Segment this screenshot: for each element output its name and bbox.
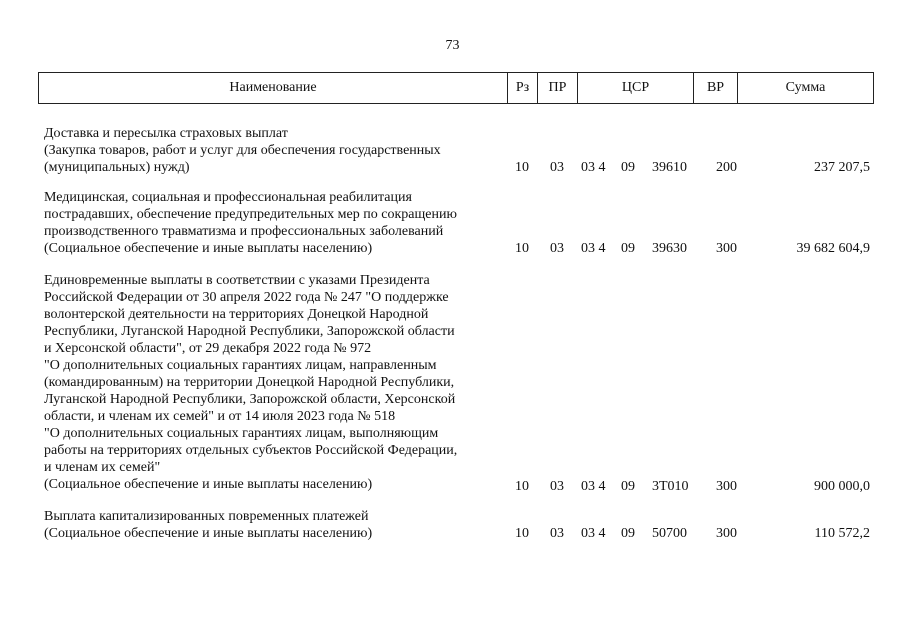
row-vr: 300 [716, 526, 737, 541]
row-rz: 10 [515, 160, 529, 175]
row-pr: 03 [550, 160, 564, 175]
row-csr-part3: 50700 [652, 526, 687, 541]
row-sum: 237 207,5 [814, 160, 870, 175]
row-rz: 10 [515, 526, 529, 541]
row-csr-part2: 09 [621, 160, 635, 175]
row-csr-part1: 03 4 [581, 526, 606, 541]
row-csr-part2: 09 [621, 526, 635, 541]
row-csr-part1: 03 4 [581, 160, 606, 175]
row-sum: 39 682 604,9 [796, 241, 870, 256]
row-rz: 10 [515, 241, 529, 256]
row-name: Единовременные выплаты в соответствии с указами Президента Российской Федерации от 30 апреля 2022 года № 247 "О поддержке волонтерской деятельности на территориях Донецкой Народной Республики, Луганской Народной Республики, Запорожской области и Херсонской области", от 29 декабря 2022 года № 972 "О дополнительных социальных гарантиях лицам, направленным (командированным) на территории Донецкой Народной Республики, Луганской Народной Республики, Запорожской области, Херсонской области, и членам их семей" и от 14 июля 2023 года № 518 "О дополнительных социальных гарантиях лицам, выполняющим работы на территориях отдельных субъектов Российской Федерации, и членам их семей" (Социальное обеспечение и иные выплаты населению) [44, 273, 458, 492]
row-csr-part3: 3Т010 [652, 479, 689, 494]
row-name: Доставка и пересылка страховых выплат (Закупка товаров, работ и услуг для обеспечения государственных (муниципальных) нужд) [44, 126, 441, 175]
row-csr-part2: 09 [621, 479, 635, 494]
row-pr: 03 [550, 526, 564, 541]
row-csr-part3: 39630 [652, 241, 687, 256]
table-header [38, 72, 874, 104]
row-sum: 110 572,2 [814, 526, 870, 541]
row-csr-part2: 09 [621, 241, 635, 256]
header-name: Наименование [39, 73, 508, 103]
header-vr: ВР [694, 73, 738, 103]
row-pr: 03 [550, 479, 564, 494]
row-name: Медицинская, социальная и профессиональная реабилитация пострадавших, обеспечение предупредительных мер по сокращению производственного травматизма и профессиональных заболеваний (Социальное обеспечение и иные выплаты населению) [44, 190, 457, 256]
header-rz: Рз [508, 73, 538, 103]
row-rz: 10 [515, 479, 529, 494]
row-name: Выплата капитализированных повременных платежей (Социальное обеспечение и иные выплаты населению) [44, 509, 373, 541]
row-vr: 300 [716, 479, 737, 494]
header-csr: ЦСР [578, 73, 694, 103]
row-csr-part1: 03 4 [581, 241, 606, 256]
row-vr: 300 [716, 241, 737, 256]
header-sum: Сумма [785, 80, 826, 95]
row-pr: 03 [550, 241, 564, 256]
row-csr-part3: 39610 [652, 160, 687, 175]
page-number: 73 [445, 38, 460, 53]
row-vr: 200 [716, 160, 737, 175]
header-pr: ПР [538, 73, 578, 103]
row-csr-part1: 03 4 [581, 479, 606, 494]
row-sum: 900 000,0 [814, 479, 870, 494]
